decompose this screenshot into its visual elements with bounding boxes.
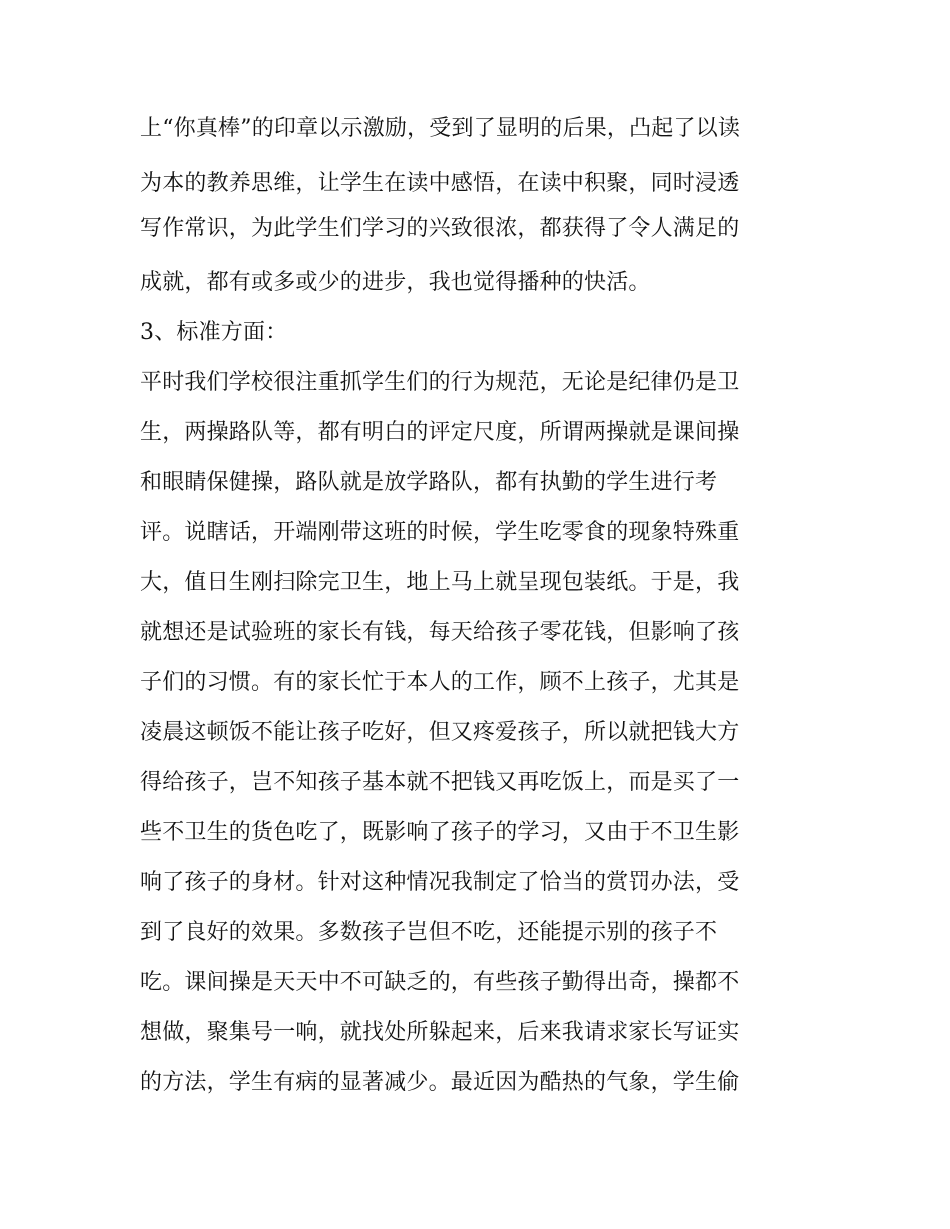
text-line: 响了孩子的身材。针对这种情况我制定了恰当的赏罚办法，受	[140, 870, 740, 895]
text-line: 吃。课间操是天天中不可缺乏的，有些孩子勤得出奇，操都不	[140, 970, 740, 995]
text-line: 成就，都有或多或少的进步，我也觉得播种的快活。	[140, 270, 651, 295]
text-line: 些不卫生的货色吃了，既影响了孩子的学习，又由于不卫生影	[140, 820, 740, 845]
text-line: 凌晨这顿饭不能让孩子吃好，但又疼爱孩子，所以就把钱大方	[140, 720, 740, 745]
text-line: 平时我们学校很注重抓学生们的行为规范，无论是纪律仍是卫	[140, 370, 740, 395]
text-line: 想做，聚集号一响，就找处所躲起来，后来我请求家长写证实	[140, 1020, 740, 1045]
text-line: 生，两操路队等，都有明白的评定尺度，所谓两操就是课间操	[140, 420, 740, 445]
text-line: 和眼睛保健操，路队就是放学路队，都有执勤的学生进行考	[140, 470, 718, 495]
text-line: 就想还是试验班的家长有钱，每天给孩子零花钱，但影响了孩	[140, 620, 740, 645]
text-line: 到了良好的效果。多数孩子岂但不吃，还能提示别的孩子不	[140, 920, 718, 945]
text-line: 评。说瞎话，开端刚带这班的时候，学生吃零食的现象特殊重	[140, 520, 740, 545]
text-line: 的方法，学生有病的显著减少。最近因为酷热的气象，学生偷	[140, 1070, 740, 1095]
text-line: 上“你真棒”的印章以示激励，受到了显明的后果，凸起了以读	[140, 116, 741, 141]
section-heading: 3、标准方面：	[140, 320, 288, 345]
text-line: 为本的教养思维，让学生在读中感悟，在读中积聚，同时浸透	[140, 171, 740, 196]
text-line: 得给孩子，岂不知孩子基本就不把钱又再吃饭上，而是买了一	[140, 770, 740, 795]
text-line: 写作常识，为此学生们学习的兴致很浓，都获得了令人满足的	[140, 216, 740, 241]
text-line: 大，值日生刚扫除完卫生，地上马上就呈现包装纸。于是，我	[140, 570, 740, 595]
text-line: 子们的习惯。有的家长忙于本人的工作，顾不上孩子，尤其是	[140, 670, 740, 695]
